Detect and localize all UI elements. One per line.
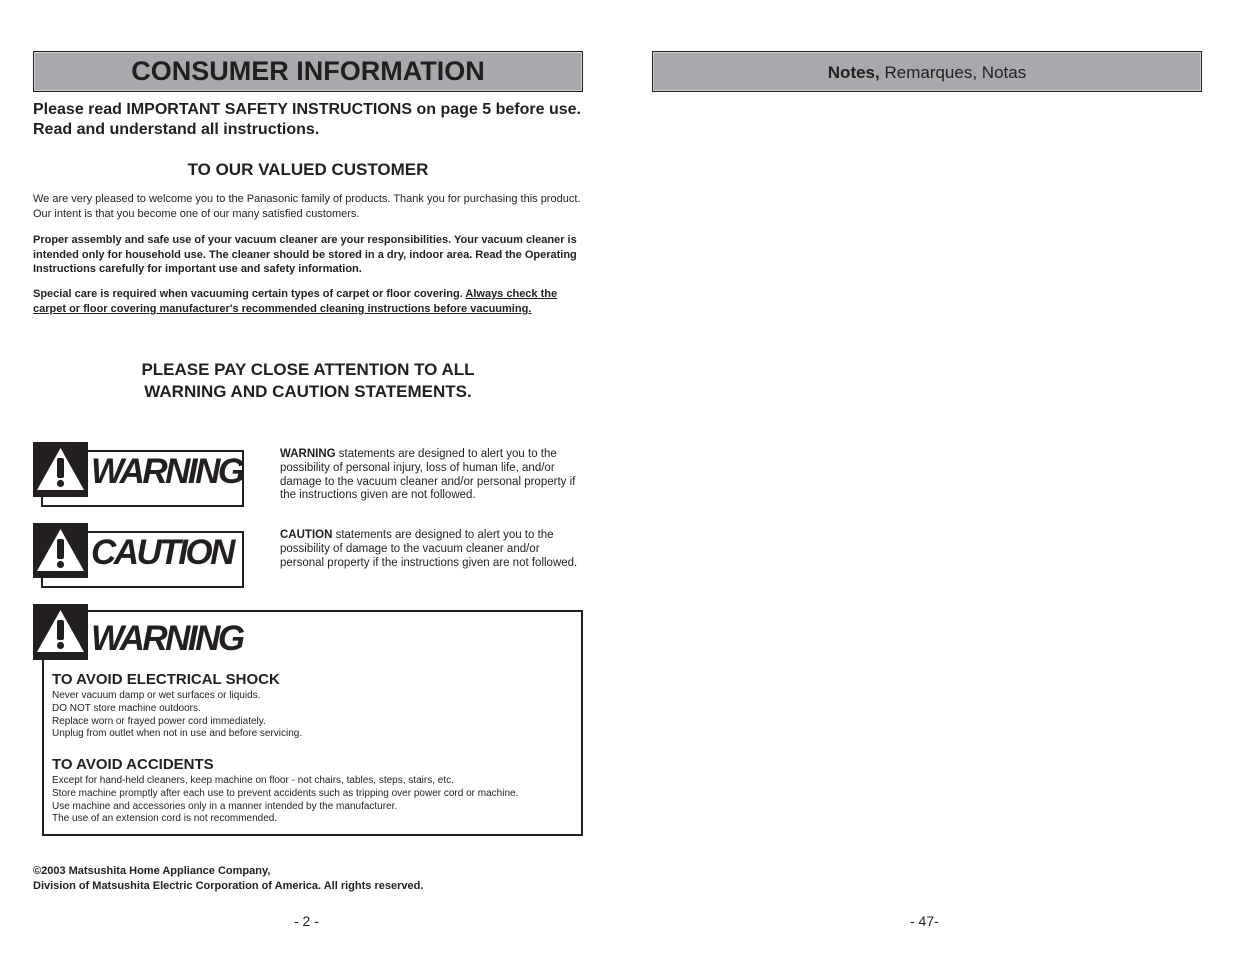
customer-heading: TO OUR VALUED CUSTOMER (187, 160, 429, 179)
shock-line: Replace worn or frayed power cord immediately. (52, 715, 266, 727)
caution-desc-bold: CAUTION (280, 529, 333, 541)
attention-line-1: PLEASE PAY CLOSE ATTENTION TO ALL (141, 360, 475, 379)
warning-box-triangle-icon (33, 604, 88, 660)
caution-desc-text: statements are designed to alert you to the possibility of damage to the vacuum cleaner and/or personal property if the instructions given are not followed. (280, 529, 578, 569)
special-care-text: Special care is required when vacuuming certain types of carpet or floor covering. (33, 288, 466, 300)
accidents-heading: TO AVOID ACCIDENTS (52, 756, 214, 773)
warning-triangle-icon (33, 442, 88, 497)
page-title: CONSUMER INFORMATION (131, 56, 485, 86)
copyright-line-1: ©2003 Matsushita Home Appliance Company, (33, 865, 271, 877)
warning-desc-text: statements are designed to alert you to the possibility of personal injury, loss of human life, and/or damage to the vacuum cleaner and/or personal property if the instructions given are not followed. (280, 448, 576, 502)
warning-desc-bold: WARNING (280, 448, 336, 460)
shock-line: Unplug from outlet when not in use and before servicing. (52, 728, 303, 740)
attention-line-2: WARNING AND CAUTION STATEMENTS. (144, 382, 472, 401)
accidents-line: The use of an extension cord is not recommended. (52, 813, 278, 825)
page-number-left: - 2 - (294, 913, 319, 929)
copyright-line-2: Division of Matsushita Electric Corporation of America. All rights reserved. (33, 880, 424, 892)
warning-description (280, 448, 580, 503)
special-care-paragraph (33, 287, 588, 316)
shock-heading: TO AVOID ELECTRICAL SHOCK (52, 671, 280, 688)
caution-triangle-icon (33, 523, 88, 578)
copyright (33, 864, 423, 894)
warning-label: WARNING (91, 452, 243, 491)
accidents-line: Use machine and accessories only in a manner intended by the manufacturer. (52, 800, 398, 812)
warning-box-badge (33, 604, 253, 664)
caution-label: CAUTION (91, 533, 233, 572)
shock-list (52, 690, 572, 741)
special-care-underlined: Always check the carpet or floor covering manufacturer's recommended cleaning instructions before vacuuming. (33, 288, 558, 315)
notes-title (653, 63, 1201, 83)
welcome-paragraph: We are very pleased to welcome you to the Panasonic family of products. Thank you for purchasing this product. Our intent is that you become one of our many satisfied customers. (33, 193, 581, 220)
notes-header (652, 51, 1202, 92)
accidents-line: Store machine promptly after each use to prevent accidents such as tripping over power cord or machine. (52, 787, 519, 799)
notes-title-bold: Notes, (827, 63, 880, 82)
shock-line: DO NOT store machine outdoors. (52, 702, 201, 714)
caution-badge (33, 523, 245, 590)
notes-title-rest: Remarques, Notas (879, 63, 1027, 82)
shock-line: Never vacuum damp or wet surfaces or liquids. (52, 690, 261, 701)
warning-badge (33, 442, 245, 509)
caution-description (280, 529, 580, 570)
accidents-list (52, 775, 577, 826)
attention-heading (33, 359, 583, 403)
responsibility-paragraph: Proper assembly and safe use of your vacuum cleaner are your responsibilities. Your vacuum cleaner is intended only for household use. The cleaner should be stored in a dry, indoor area. Read the Operating Instructions carefully for important use and safety information. (33, 234, 577, 276)
accidents-line: Except for hand-held cleaners, keep machine on floor - not chairs, tables, steps, stairs, etc. (52, 775, 454, 786)
page-number-right: - 47- (910, 913, 939, 929)
warning-box-label: WARNING (91, 619, 243, 658)
intro-text: Please read IMPORTANT SAFETY INSTRUCTIONS on page 5 before use. Read and understand all instructions. (33, 101, 581, 138)
title-bar (33, 51, 583, 92)
